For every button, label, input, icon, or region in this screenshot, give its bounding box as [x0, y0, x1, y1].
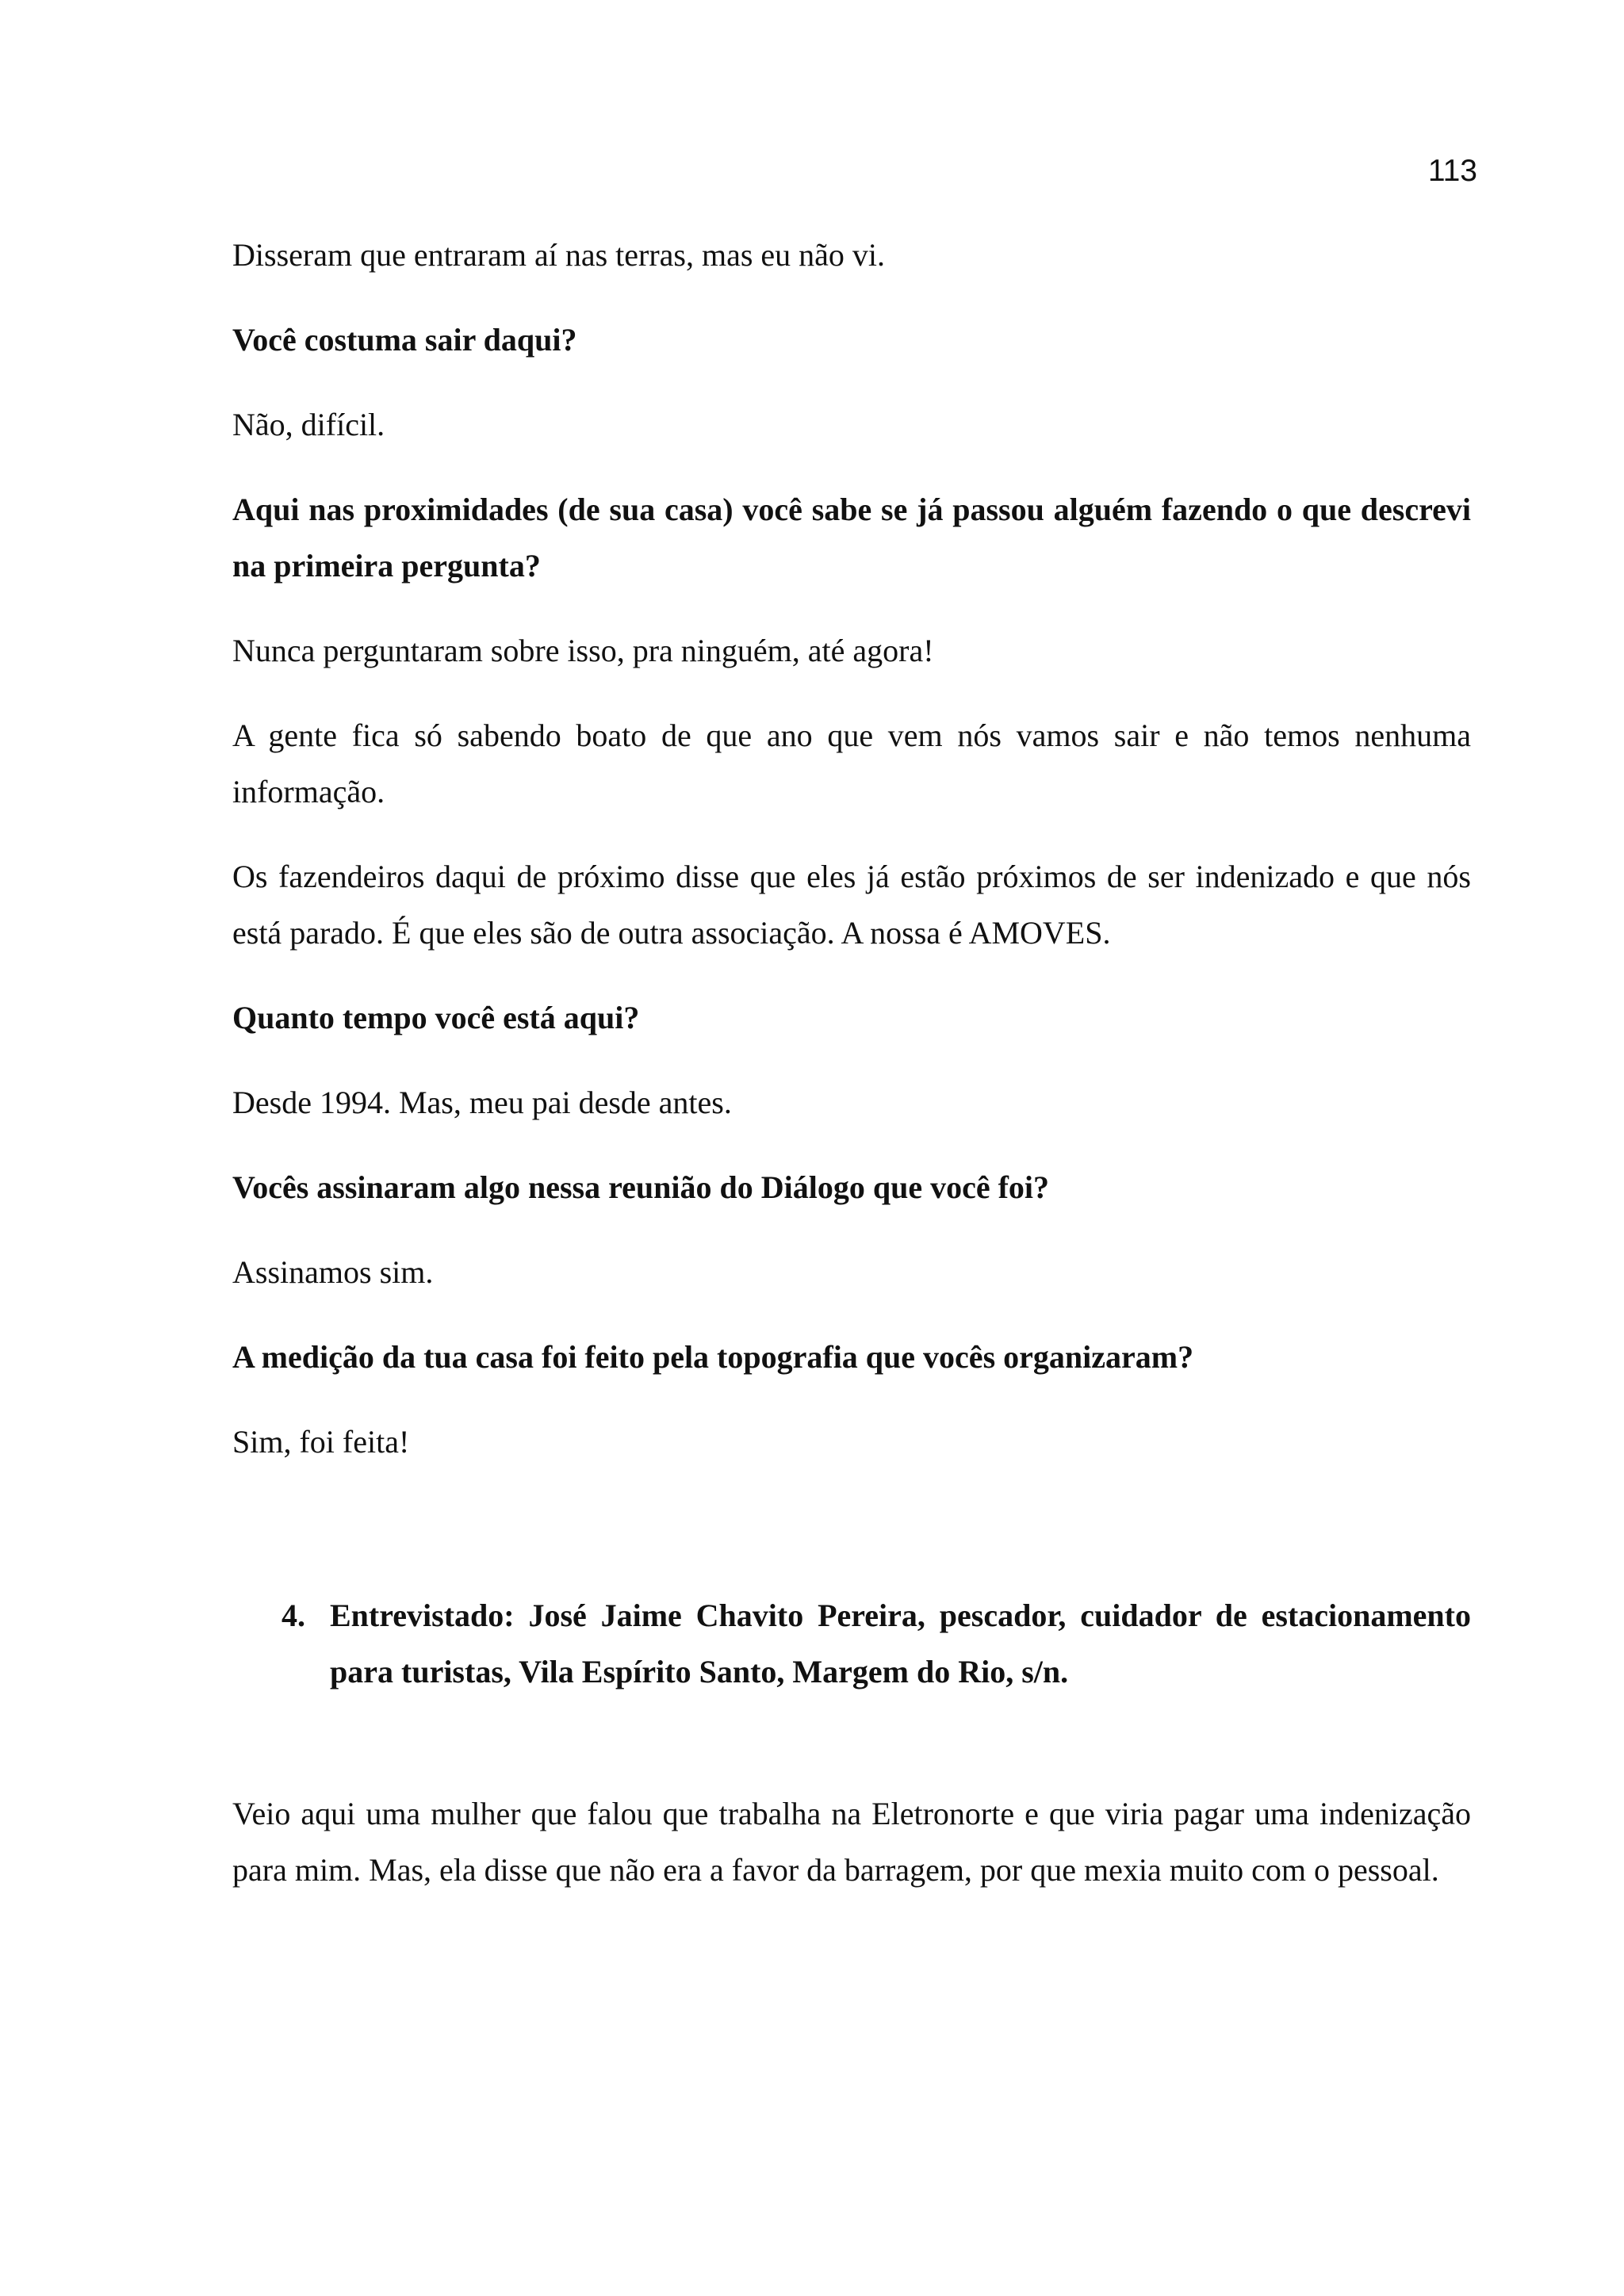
document-body — [232, 227, 1471, 1927]
answer-paragraph: Não, difícil. — [232, 407, 385, 442]
page-number: 113 — [1427, 154, 1477, 188]
closing-paragraph: Veio aqui uma mulher que falou que trabalha na Eletronorte e que viria pagar uma indenização para mim. Mas, ela disse que não era a favor da barragem, por que mexia muito com o pessoal. — [232, 1796, 1471, 1888]
answer-paragraph: Os fazendeiros daqui de próximo disse que eles já estão próximos de ser indenizado e que nós está parado. É que eles são de outra associação. A nossa é AMOVES. — [232, 859, 1471, 951]
answer-paragraph: Disseram que entraram aí nas terras, mas eu não vi. — [232, 237, 886, 273]
answer-paragraph: Sim, foi feita! — [232, 1424, 410, 1460]
question-paragraph: A medição da tua casa foi feito pela topografia que vocês organizaram? — [232, 1339, 1194, 1375]
question-paragraph: Quanto tempo você está aqui? — [232, 1000, 640, 1035]
question-paragraph: Aqui nas proximidades (de sua casa) você sabe se já passou alguém fazendo o que descrevi na primeira pergunta? — [232, 492, 1471, 584]
section-heading — [232, 1587, 1471, 1700]
question-paragraph: Vocês assinaram algo nessa reunião do Diálogo que você foi? — [232, 1169, 1050, 1205]
answer-paragraph: Assinamos sim. — [232, 1254, 434, 1290]
section-number: 4. — [282, 1598, 305, 1633]
answer-paragraph: A gente fica só sabendo boato de que ano que vem nós vamos sair e não temos nenhuma informação. — [232, 718, 1471, 809]
section-title: Entrevistado: José Jaime Chavito Pereira, pescador, cuidador de estacionamento para turistas, Vila Espírito Santo, Margem do Rio, s/n. — [330, 1598, 1471, 1689]
answer-paragraph: Nunca perguntaram sobre isso, pra ninguém, até agora! — [232, 633, 934, 668]
question-paragraph: Você costuma sair daqui? — [232, 322, 577, 358]
answer-paragraph: Desde 1994. Mas, meu pai desde antes. — [232, 1085, 732, 1120]
